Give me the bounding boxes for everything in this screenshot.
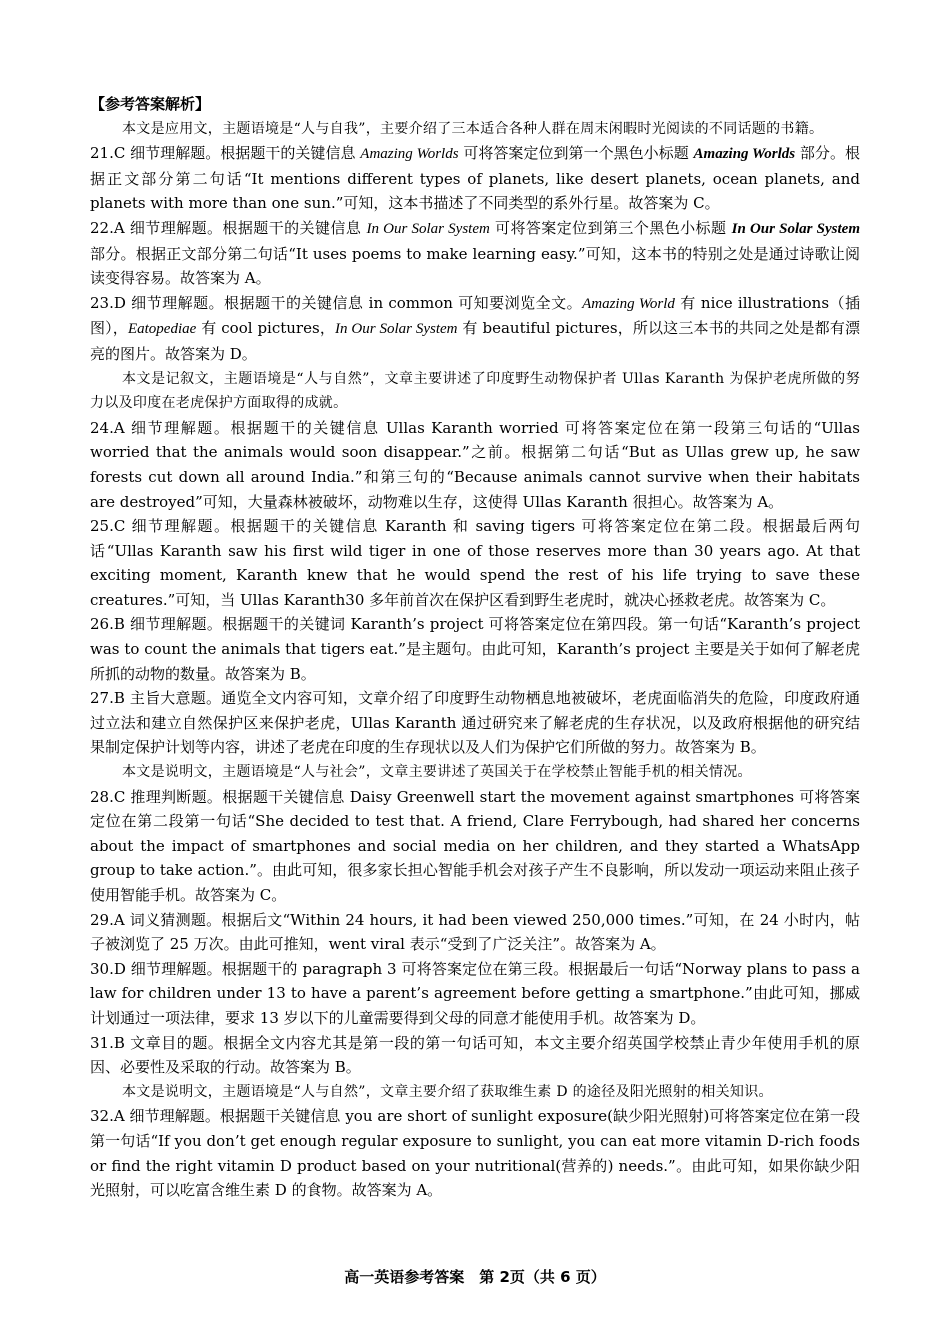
- passage-1-intro: 本文是应用文，主题语境是“人与自我”，主要介绍了三本适合各种人群在周末闲暇时光阅读的不同话题的书籍。: [122, 120, 824, 137]
- answer-26: 26.B 细节理解题。根据题干的关键词 Karanth’s project 可将答案定位在第四段。第一句话“Karanth’s project was to count the animals that tigers eat.”是主题句。由此可知，Karanth’s project 主要是关于如何了解老虎所抓的动物的数量。故答案为 B。: [90, 615, 860, 683]
- answer-24: 24.A 细节理解题。根据题干的关键信息 Ullas Karanth worried 可将答案定位在第一段第三句话的“Ullas worried that the animals would soon disappear.”之前。根据第二句话“But as Ullas grew up, he saw forests cut down all around India.”和第三句的“Because animals cannot survive when their habitats are destroyed”可知，大量森林被破坏，动物难以生存，这使得 Ullas Karanth 很担心。故答案为 A。: [90, 418, 860, 511]
- answer-23: 23.D 细节理解题。根据题干的关键信息 in common 可知要浏览全文。Amazing World 有 nice illustrations（插图），Eatopediae 有 cool pictures，In Our Solar System 有 beautiful pictures，所以这三本书的共同之处是都有漂亮的图片。故答案为 D。: [90, 293, 860, 363]
- answer-document: [90, 92, 860, 1203]
- passage-2-intro: 本文是记叙文，主题语境是“人与自然”，文章主要讲述了印度野生动物保护者 Ullas Karanth 为保护老虎所做的努力以及印度在老虎保护方面取得的成就。: [90, 370, 860, 412]
- page-footer: 高一英语参考答案 第 2页（共 6 页）: [344, 1268, 606, 1286]
- section-heading: 【参考答案解析】: [90, 95, 211, 113]
- answer-22: 22.A 细节理解题。根据题干的关键信息 In Our Solar System 可将答案定位到第三个黑色小标题 In Our Solar System 部分。根据正文部分第二句话“It uses poems to make learning easy.”可知，这本书的特别之处是通过诗歌让阅读变得容易。故答案为 A。: [90, 218, 861, 288]
- answer-32: 32.A 细节理解题。根据题干关键信息 you are short of sunlight exposure(缺少阳光照射)可将答案定位在第一段第一句话“If you don’t get enough regular exposure to sunlight, you can eat more vitamin D-rich foods or find the right vitamin D product based on your nutritional(营养的) needs.”。由此可知，如果你缺少阳光照射，可以吃富含维生素 D 的食物。故答案为 A。: [90, 1107, 860, 1200]
- answer-28: 28.C 推理判断题。根据题干关键信息 Daisy Greenwell start the movement against smartphones 可将答案定位在第二段第一句话“She decided to test that. A friend, Clare Ferrybough, had shared her concerns about the impact of smartphones and social media on her children, and they started a WhatsApp group to take action.”。由此可知，很多家长担心智能手机会对孩子产生不良影响，所以发动一项运动来阻止孩子使用智能手机。故答案为 C。: [90, 787, 860, 904]
- passage-3-intro: 本文是说明文，主题语境是“人与社会”，文章主要讲述了英国关于在学校禁止智能手机的相关情况。: [122, 764, 752, 781]
- answer-27: 27.B 主旨大意题。通览全文内容可知，文章介绍了印度野生动物栖息地被破坏，老虎面临消失的危险，印度政府通过立法和建立自然保护区来保护老虎，Ullas Karanth 通过研究来了解老虎的生存状况，以及政府根据他的研究结果制定保护计划等内容，讲述了老虎在印度的生存现状以及人们为保护它们所做的努力。故答案为 B。: [90, 689, 860, 757]
- answer-29: 29.A 词义猜测题。根据后文“Within 24 hours, it had been viewed 250,000 times.”可知，在 24 小时内，帖子被浏览了 25 万次。由此可推知，went viral 表示“受到了广泛关注”。故答案为 A。: [90, 910, 860, 954]
- answer-21: 21.C 细节理解题。根据题干的关键信息 Amazing Worlds 可将答案定位到第一个黑色小标题 Amazing Worlds 部分。根据正文部分第二句话“It mentions different types of planets, like desert planets, ocean planets, and planets with more than one sun.”可知，这本书描述了不同类型的系外行星。故答案为 C。: [90, 144, 860, 213]
- passage-4-intro: 本文是说明文，主题语境是“人与自然”，文章主要介绍了获取维生素 D 的途径及阳光照射的相关知识。: [122, 1083, 773, 1100]
- answer-30: 30.D 细节理解题。根据题干的 paragraph 3 可将答案定位在第三段。根据最后一句话“Norway plans to pass a law for children under 13 to have a parent’s agreement before getting a smartphone.”由此可知，挪威计划通过一项法律，要求 13 岁以下的儿童需要得到父母的同意才能使用手机。故答案为 D。: [90, 959, 860, 1027]
- answer-25: 25.C 细节理解题。根据题干的关键信息 Karanth 和 saving tigers 可将答案定位在第二段。根据最后两句话“Ullas Karanth saw his first wild tiger in one of those reserves more than 30 years ago. At that exciting moment, Karanth knew that he would spend the rest of his life trying to save these creatures.”可知，当 Ullas Karanth30 多年前首次在保护区看到野生老虎时，就决心拯救老虎。故答案为 C。: [90, 517, 860, 609]
- answer-31: 31.B 文章目的题。根据全文内容尤其是第一段的第一句话可知，本文主要介绍英国学校禁止青少年使用手机的原因、必要性及采取的行动。故答案为 B。: [90, 1033, 860, 1077]
